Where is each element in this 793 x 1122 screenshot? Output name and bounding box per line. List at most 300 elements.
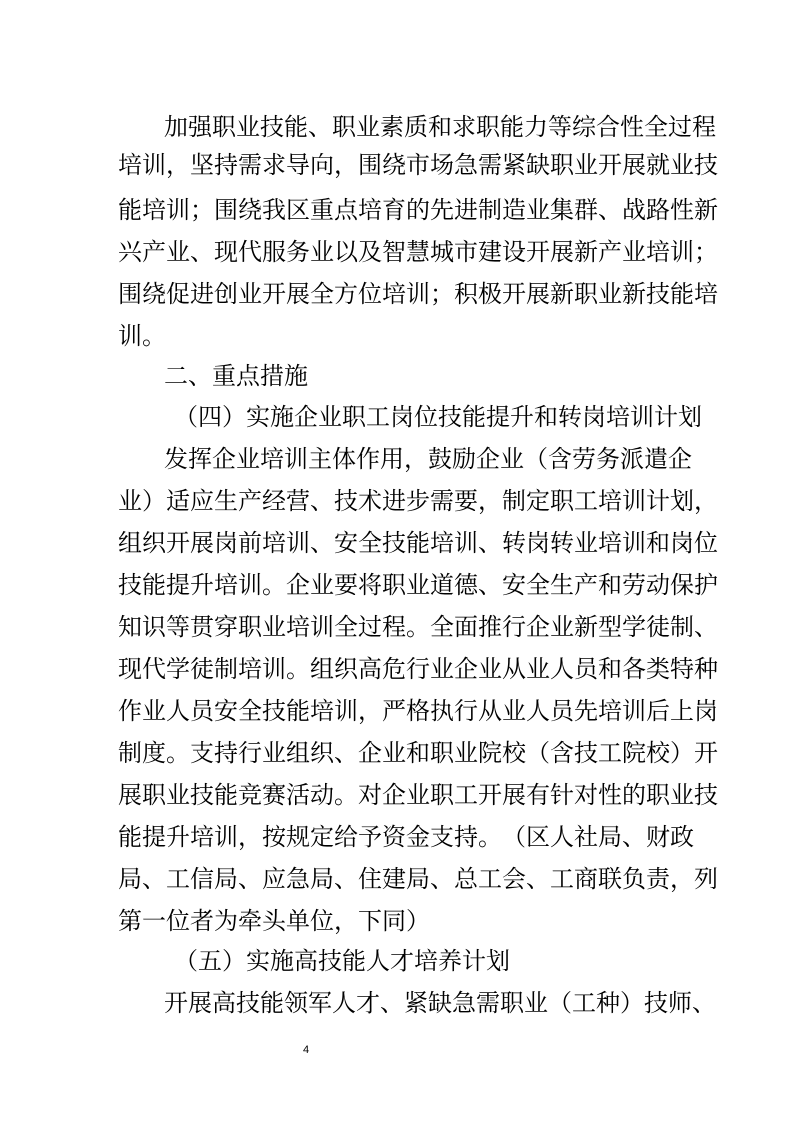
glyph: 和 xyxy=(406,739,430,767)
glyph: 列 xyxy=(694,865,718,893)
glyph: 先 xyxy=(430,196,454,224)
glyph: 培 xyxy=(262,529,286,557)
paragraph-line xyxy=(118,274,718,314)
section-heading: 二、重点措施 xyxy=(164,362,308,390)
glyph: 岗 xyxy=(526,529,550,557)
glyph: 业 xyxy=(236,113,260,141)
glyph: 生 xyxy=(550,571,574,599)
glyph: 位 xyxy=(358,280,382,308)
glyph: 。 xyxy=(286,655,310,683)
glyph: 求 xyxy=(262,151,286,179)
glyph: 用 xyxy=(380,445,404,473)
paragraph-line xyxy=(118,145,718,185)
glyph: 、 xyxy=(478,571,502,599)
glyph: 和 xyxy=(598,571,622,599)
glyph: 技 xyxy=(694,781,718,809)
glyph: ； xyxy=(694,238,718,266)
glyph: 围 xyxy=(214,196,238,224)
glyph: 位 xyxy=(694,529,718,557)
glyph: 励 xyxy=(452,445,476,473)
glyph: 产 xyxy=(598,238,622,266)
glyph: 。 xyxy=(334,781,358,809)
glyph: 保 xyxy=(670,571,694,599)
glyph: 、 xyxy=(526,865,550,893)
glyph: 提 xyxy=(166,571,190,599)
glyph: 全 xyxy=(334,613,358,641)
glyph: 含 xyxy=(550,739,574,767)
glyph: 定 xyxy=(310,823,334,851)
glyph: ， xyxy=(478,487,502,515)
glyph: 识 xyxy=(142,613,166,641)
glyph: ） xyxy=(142,487,166,515)
glyph: 业 xyxy=(310,238,334,266)
glyph: 业 xyxy=(550,613,574,641)
glyph: 业 xyxy=(310,571,334,599)
glyph: 技 xyxy=(118,571,142,599)
glyph: 对 xyxy=(574,781,598,809)
glyph: 过 xyxy=(358,613,382,641)
glyph: 业 xyxy=(262,613,286,641)
glyph: 职 xyxy=(646,781,670,809)
glyph: 作 xyxy=(356,445,380,473)
glyph: 职 xyxy=(574,280,598,308)
paragraph-line xyxy=(118,649,718,689)
glyph: 对 xyxy=(358,781,382,809)
glyph: 技 xyxy=(644,989,668,1017)
glyph: （ xyxy=(548,989,572,1017)
glyph: 训 xyxy=(286,529,310,557)
glyph: 点 xyxy=(334,196,358,224)
glyph: 职 xyxy=(550,151,574,179)
glyph: 适 xyxy=(166,487,190,515)
glyph: 从 xyxy=(502,655,526,683)
glyph: 方 xyxy=(334,280,358,308)
glyph: 职 xyxy=(142,781,166,809)
glyph: 培 xyxy=(214,571,238,599)
glyph: 展 xyxy=(188,989,212,1017)
glyph: 急 xyxy=(286,865,310,893)
glyph: 局 xyxy=(598,823,622,851)
glyph: 按 xyxy=(262,823,286,851)
glyph: 、 xyxy=(334,739,358,767)
glyph: 安 xyxy=(334,529,358,557)
glyph: 业 xyxy=(142,697,166,725)
paragraph-line xyxy=(118,859,718,899)
glyph: 鼓 xyxy=(428,445,452,473)
glyph: 严 xyxy=(382,697,406,725)
glyph: 开 xyxy=(694,739,718,767)
glyph: 生 xyxy=(214,487,238,515)
glyph: 开 xyxy=(598,151,622,179)
glyph: 要 xyxy=(334,571,358,599)
glyph: 岗 xyxy=(214,529,238,557)
glyph: 类 xyxy=(646,655,670,683)
glyph: 主 xyxy=(308,445,332,473)
glyph: 企 xyxy=(212,445,236,473)
glyph: 展 xyxy=(502,781,526,809)
glyph: 特 xyxy=(670,655,694,683)
glyph: 能 xyxy=(142,571,166,599)
glyph: 能 xyxy=(118,196,142,224)
glyph: 训 xyxy=(310,613,334,641)
glyph: 、 xyxy=(310,487,334,515)
glyph: 开 xyxy=(166,529,190,557)
glyph: （ xyxy=(526,739,550,767)
glyph: 派 xyxy=(620,445,644,473)
glyph: 的 xyxy=(406,196,430,224)
glyph: 务 xyxy=(286,238,310,266)
glyph: 战 xyxy=(622,196,646,224)
glyph: 、 xyxy=(190,238,214,266)
glyph: 产 xyxy=(142,238,166,266)
glyph: 围 xyxy=(118,280,142,308)
glyph: 的 xyxy=(622,781,646,809)
glyph: ， xyxy=(334,151,358,179)
glyph: 要 xyxy=(454,487,478,515)
glyph: 赛 xyxy=(262,781,286,809)
glyph: 能 xyxy=(670,280,694,308)
glyph: 挥 xyxy=(188,445,212,473)
glyph: 贯 xyxy=(190,613,214,641)
glyph: 训 xyxy=(622,529,646,557)
glyph: 代 xyxy=(142,655,166,683)
glyph: ， xyxy=(238,823,262,851)
glyph: 种 xyxy=(596,989,620,1017)
glyph: 服 xyxy=(262,238,286,266)
glyph: 予 xyxy=(358,823,382,851)
glyph: 责 xyxy=(646,865,670,893)
glyph: 员 xyxy=(190,697,214,725)
paragraph-line: 第一位者为牵头单位，下同） xyxy=(118,907,430,935)
glyph: 先 xyxy=(574,697,598,725)
glyph: 力 xyxy=(524,113,548,141)
glyph: 就 xyxy=(646,151,670,179)
paragraph-line xyxy=(118,232,718,272)
glyph: 技 xyxy=(334,487,358,515)
glyph: 业 xyxy=(526,655,550,683)
glyph: 住 xyxy=(358,865,382,893)
glyph: 组 xyxy=(310,655,334,683)
glyph: 有 xyxy=(526,781,550,809)
glyph: 高 xyxy=(358,655,382,683)
glyph: 。 xyxy=(166,739,190,767)
glyph: 企 xyxy=(286,571,310,599)
glyph: 过 xyxy=(668,113,692,141)
glyph: 危 xyxy=(382,655,406,683)
glyph: 缺 xyxy=(428,989,452,1017)
glyph: 性 xyxy=(620,113,644,141)
glyph: 业 xyxy=(454,739,478,767)
glyph: 展 xyxy=(550,238,574,266)
glyph: 企 xyxy=(382,781,406,809)
glyph: 岗 xyxy=(694,697,718,725)
glyph: 训 xyxy=(262,655,286,683)
glyph: 培 xyxy=(382,280,406,308)
glyph: 组 xyxy=(118,529,142,557)
glyph: 开 xyxy=(164,989,188,1017)
glyph: 行 xyxy=(406,655,430,683)
glyph: 安 xyxy=(502,571,526,599)
glyph: 兴 xyxy=(118,238,142,266)
glyph: 术 xyxy=(358,487,382,515)
glyph: 营 xyxy=(286,487,310,515)
paragraph-line xyxy=(164,439,692,479)
glyph: 。 xyxy=(406,613,430,641)
glyph: ， xyxy=(694,487,718,515)
glyph: 、 xyxy=(694,613,718,641)
glyph: 德 xyxy=(454,571,478,599)
glyph: 技 xyxy=(694,151,718,179)
glyph: 、 xyxy=(380,989,404,1017)
glyph: 技 xyxy=(262,697,286,725)
glyph: 业 xyxy=(502,697,526,725)
paragraph-line xyxy=(118,733,718,773)
paragraph-line xyxy=(118,775,718,815)
glyph: 务 xyxy=(596,445,620,473)
glyph: 划 xyxy=(670,487,694,515)
glyph: （ xyxy=(502,823,526,851)
paragraph-line xyxy=(118,691,718,731)
glyph: 培 xyxy=(286,613,310,641)
glyph: ） xyxy=(620,989,644,1017)
glyph: 职 xyxy=(430,739,454,767)
glyph: 竞 xyxy=(238,781,262,809)
glyph: 产 xyxy=(574,571,598,599)
glyph: 技 xyxy=(236,989,260,1017)
glyph: 局 xyxy=(118,865,142,893)
glyph: 程 xyxy=(692,113,716,141)
glyph: 市 xyxy=(454,238,478,266)
glyph: 人 xyxy=(550,823,574,851)
paragraph-line xyxy=(118,523,718,563)
glyph: 局 xyxy=(214,865,238,893)
glyph: 现 xyxy=(118,655,142,683)
glyph: 活 xyxy=(286,781,310,809)
glyph: 和 xyxy=(646,529,670,557)
glyph: 造 xyxy=(502,196,526,224)
glyph: 业 xyxy=(574,151,598,179)
glyph: 场 xyxy=(430,151,454,179)
glyph: 开 xyxy=(502,280,526,308)
glyph: 职 xyxy=(476,113,500,141)
glyph: 知 xyxy=(118,613,142,641)
glyph: 业 xyxy=(524,989,548,1017)
glyph: 后 xyxy=(646,697,670,725)
glyph: 升 xyxy=(190,571,214,599)
glyph: 训 xyxy=(406,280,430,308)
glyph: 训 xyxy=(166,196,190,224)
glyph: 人 xyxy=(526,697,550,725)
glyph: 业 xyxy=(238,280,262,308)
glyph: 向 xyxy=(310,151,334,179)
glyph: 培 xyxy=(142,196,166,224)
glyph: 社 xyxy=(574,823,598,851)
glyph: 上 xyxy=(670,697,694,725)
glyph: 人 xyxy=(166,697,190,725)
paragraph-line xyxy=(164,107,716,147)
glyph: 业 xyxy=(118,487,142,515)
glyph: 学 xyxy=(166,655,190,683)
glyph: 织 xyxy=(334,655,358,683)
glyph: ， xyxy=(358,697,382,725)
glyph: （ xyxy=(524,445,548,473)
glyph: 需 xyxy=(476,989,500,1017)
glyph: 院 xyxy=(478,739,502,767)
glyph: 劳 xyxy=(572,445,596,473)
glyph: 。 xyxy=(478,823,502,851)
glyph: 技 xyxy=(382,529,406,557)
glyph: 展 xyxy=(526,280,550,308)
glyph: 总 xyxy=(454,865,478,893)
glyph: 展 xyxy=(286,280,310,308)
glyph: 新 xyxy=(574,613,598,641)
glyph: 开 xyxy=(478,781,502,809)
glyph: 应 xyxy=(262,865,286,893)
glyph: 能 xyxy=(284,113,308,141)
glyph: 持 xyxy=(454,823,478,851)
glyph: 行 xyxy=(454,697,478,725)
glyph: 培 xyxy=(190,823,214,851)
glyph: 以 xyxy=(334,238,358,266)
glyph: 制 xyxy=(478,196,502,224)
glyph: 政 xyxy=(670,823,694,851)
glyph: 重 xyxy=(310,196,334,224)
paragraph-line xyxy=(164,983,716,1023)
glyph: 能 xyxy=(118,823,142,851)
glyph: 业 xyxy=(670,151,694,179)
subsection-heading: （四）实施企业职工岗位技能提升和转岗培训计划 xyxy=(174,403,702,431)
glyph: 经 xyxy=(262,487,286,515)
glyph: 育 xyxy=(382,196,406,224)
glyph: 职 xyxy=(332,113,356,141)
glyph: 新 xyxy=(694,196,718,224)
glyph: 格 xyxy=(406,697,430,725)
glyph: 院 xyxy=(622,739,646,767)
glyph: 徒 xyxy=(190,655,214,683)
glyph: 训 xyxy=(454,529,478,557)
glyph: 程 xyxy=(382,613,406,641)
glyph: 企 xyxy=(358,739,382,767)
glyph: 现 xyxy=(214,238,238,266)
glyph: 培 xyxy=(260,445,284,473)
glyph: 工 xyxy=(454,781,478,809)
glyph: 体 xyxy=(332,445,356,473)
glyph: 缺 xyxy=(526,151,550,179)
glyph: 。 xyxy=(262,571,286,599)
glyph: 支 xyxy=(190,739,214,767)
glyph: 业 xyxy=(166,238,190,266)
glyph: 技 xyxy=(260,113,284,141)
glyph: 和 xyxy=(428,113,452,141)
glyph: 道 xyxy=(430,571,454,599)
glyph: 企 xyxy=(476,445,500,473)
glyph: 动 xyxy=(310,781,334,809)
glyph: 、 xyxy=(310,529,334,557)
glyph: 人 xyxy=(332,989,356,1017)
glyph: 培 xyxy=(430,529,454,557)
glyph: 培 xyxy=(646,238,670,266)
glyph: 坚 xyxy=(190,151,214,179)
glyph: 行 xyxy=(238,739,262,767)
glyph: 、 xyxy=(308,113,332,141)
glyph: 创 xyxy=(214,280,238,308)
glyph: 业 xyxy=(406,571,430,599)
glyph: 动 xyxy=(646,571,670,599)
glyph: 全 xyxy=(644,113,668,141)
glyph: 职 xyxy=(212,113,236,141)
glyph: 职 xyxy=(382,571,406,599)
glyph: 市 xyxy=(406,151,430,179)
glyph: 建 xyxy=(478,238,502,266)
glyph: 绕 xyxy=(382,151,406,179)
glyph: 绕 xyxy=(142,280,166,308)
glyph: 工 xyxy=(574,487,598,515)
glyph: 员 xyxy=(550,697,574,725)
glyph: 业 xyxy=(406,781,430,809)
glyph: 集 xyxy=(550,196,574,224)
glyph: 、 xyxy=(622,823,646,851)
glyph: 进 xyxy=(454,196,478,224)
glyph: 织 xyxy=(310,739,334,767)
glyph: 金 xyxy=(406,823,430,851)
glyph: ， xyxy=(166,151,190,179)
glyph: 转 xyxy=(502,529,526,557)
paragraph-line xyxy=(118,481,718,521)
glyph: 开 xyxy=(262,280,286,308)
glyph: 新 xyxy=(574,238,598,266)
glyph: 等 xyxy=(166,613,190,641)
glyph: 遣 xyxy=(644,445,668,473)
glyph: 培 xyxy=(118,151,142,179)
glyph: 展 xyxy=(190,529,214,557)
glyph: 、 xyxy=(142,865,166,893)
subsection-heading: （五）实施高技能人才培养计划 xyxy=(174,947,510,975)
glyph: 和 xyxy=(598,655,622,683)
glyph: 培 xyxy=(238,655,262,683)
glyph: 步 xyxy=(406,487,430,515)
glyph: 建 xyxy=(382,865,406,893)
glyph: 劳 xyxy=(622,571,646,599)
glyph: 职 xyxy=(500,989,524,1017)
glyph: 工 xyxy=(598,739,622,767)
glyph: 高 xyxy=(212,989,236,1017)
glyph: 、 xyxy=(692,989,716,1017)
glyph: 促 xyxy=(166,280,190,308)
glyph: 工 xyxy=(550,865,574,893)
glyph: 开 xyxy=(526,238,550,266)
glyph: 联 xyxy=(598,865,622,893)
glyph: 师 xyxy=(668,989,692,1017)
glyph: 针 xyxy=(550,781,574,809)
glyph: 行 xyxy=(502,613,526,641)
glyph: 工 xyxy=(166,865,190,893)
glyph: 从 xyxy=(478,697,502,725)
glyph: 训 xyxy=(622,697,646,725)
glyph: ； xyxy=(430,280,454,308)
glyph: 徒 xyxy=(646,613,670,641)
glyph: 能 xyxy=(406,529,430,557)
glyph: 制 xyxy=(214,655,238,683)
glyph: 、 xyxy=(598,196,622,224)
glyph: 财 xyxy=(646,823,670,851)
glyph: 培 xyxy=(598,697,622,725)
glyph: 我 xyxy=(262,196,286,224)
glyph: 业 xyxy=(670,781,694,809)
glyph: 军 xyxy=(308,989,332,1017)
glyph: 训 xyxy=(142,151,166,179)
glyph: 技 xyxy=(646,280,670,308)
glyph: 训 xyxy=(284,445,308,473)
